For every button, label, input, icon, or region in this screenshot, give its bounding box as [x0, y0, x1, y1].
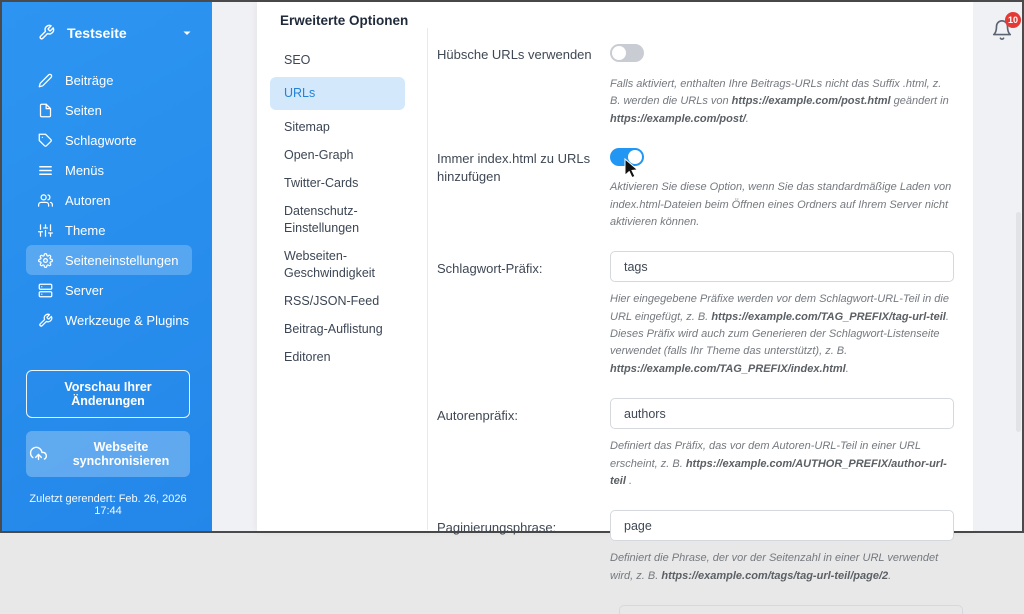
subnav-item-sitemap[interactable]: Sitemap: [284, 120, 330, 134]
sidebar-item-server[interactable]: Server: [26, 275, 192, 305]
sidebar-item-seiteneinstellungen[interactable]: Seiteneinstellungen: [26, 245, 192, 275]
setting-description: Definiert die Phrase, der vor der Seitenzahl in einer URL verwendet wird, z. B. https://example.com/tags/tag-url-teil/page/2.: [610, 552, 939, 582]
setting-label: Hübsche URLs verwenden: [437, 47, 592, 62]
subnav-item-rss-json-feed[interactable]: RSS/JSON-Feed: [284, 294, 380, 308]
preview-changes-button[interactable]: Vorschau Ihrer Änderungen: [26, 370, 190, 418]
sidebar: [2, 2, 212, 531]
pencil-icon: [38, 73, 53, 88]
next-input-partial[interactable]: [619, 605, 963, 614]
setting-label: Immer index.html zu URLs hinzufügen: [437, 151, 591, 185]
chevron-down-icon[interactable]: [180, 26, 194, 40]
sidebar-item-schlagworte[interactable]: Schlagworte: [26, 125, 192, 155]
page-title: Erweiterte Optionen: [280, 13, 409, 28]
setting-description: Definiert das Präfix, das vor dem Autoren-URL-Teil in einer URL erscheint, z. B. https://example.com/AUTHOR_PREFIX/author-url-teil .: [610, 440, 947, 487]
pagination-phrase-input[interactable]: [610, 510, 954, 541]
setting-description: Hier eingegebene Präfixe werden vor dem Schlagwort-URL-Teil in die URL eingefügt, z. B. https://example.com/TAG_PREFIX/tag-url-teil. Dieses Präfix wird auch zum Generieren der Schlagwort-Listenseite verwendet (falls Ihr Theme das unterstützt), z. B. https://example.com/TAG_PREFIX/index.html.: [610, 293, 949, 375]
setting-row-tag-prefix: [437, 251, 973, 378]
subnav-item-datenschutz[interactable]: Datenschutz-Einstellungen: [284, 204, 360, 235]
server-icon: [38, 283, 53, 298]
author-prefix-input[interactable]: [610, 398, 954, 429]
sidebar-item-autoren[interactable]: Autoren: [26, 185, 192, 215]
sliders-icon: [38, 223, 53, 238]
subnav-item-twitter-cards[interactable]: Twitter-Cards: [284, 176, 359, 190]
file-icon: [38, 103, 53, 118]
setting-label: Autorenpräfix:: [437, 408, 518, 424]
tag-prefix-input[interactable]: [610, 251, 954, 282]
sidebar-item-theme[interactable]: Theme: [26, 215, 192, 245]
setting-label: Schlagwort-Präfix:: [437, 261, 543, 277]
wrench-icon: [38, 24, 55, 41]
site-switcher[interactable]: [2, 2, 212, 51]
notification-count-badge: 10: [1005, 12, 1021, 28]
subnav-item-editoren[interactable]: Editoren: [284, 350, 331, 364]
sidebar-item-menues[interactable]: Menüs: [26, 155, 192, 185]
scrollbar-thumb[interactable]: [1016, 212, 1021, 432]
setting-description: Falls aktiviert, enthalten Ihre Beitrags-URLs nicht das Suffix .html, z. B. werden die URLs von https://example.com/post.html geändert in https://example.com/post/.: [610, 78, 949, 125]
sync-website-button[interactable]: Webseite synchronisieren: [26, 431, 190, 477]
sidebar-item-seiten[interactable]: Seiten: [26, 95, 192, 125]
menu-icon: [38, 163, 53, 178]
users-icon: [38, 193, 53, 208]
setting-label: Paginierungsphrase:: [437, 520, 557, 536]
cloud-sync-icon: [30, 446, 47, 463]
right-gutter: [973, 2, 1022, 531]
setting-row-author-prefix: [437, 398, 973, 490]
site-title: Testseite: [67, 24, 127, 41]
settings-panel: [257, 2, 973, 582]
left-gutter: [212, 2, 257, 531]
notifications-button[interactable]: [991, 15, 1018, 46]
settings-form: [428, 28, 973, 582]
tag-icon: [38, 133, 53, 148]
subnav-item-seo[interactable]: SEO: [284, 53, 311, 67]
wrench-icon: [38, 313, 53, 328]
pretty-urls-toggle[interactable]: [610, 44, 644, 62]
sidebar-footer: [2, 370, 212, 531]
settings-subnav: [257, 28, 428, 530]
setting-row-pretty-urls: [437, 44, 973, 128]
subnav-item-urls[interactable]: URLs: [270, 77, 405, 110]
setting-row-pagination-phrase: [437, 510, 973, 585]
index-html-toggle[interactable]: [610, 148, 644, 166]
sidebar-item-beitraege[interactable]: Beiträge: [26, 65, 192, 95]
subnav-item-beitrag-auflistung[interactable]: Beitrag-Auflistung: [284, 322, 383, 336]
sidebar-item-werkzeuge-plugins[interactable]: Werkzeuge & Plugins: [26, 305, 192, 335]
last-rendered-status: Zuletzt gerendert: Feb. 26, 2026 17:44: [29, 493, 187, 517]
subnav-item-open-graph[interactable]: Open-Graph: [284, 148, 354, 162]
gear-icon: [38, 253, 53, 268]
setting-row-index-html: [437, 148, 973, 231]
subnav-item-geschwindigkeit[interactable]: Webseiten-Geschwindigkeit: [284, 249, 376, 280]
setting-description: Aktivieren Sie diese Option, wenn Sie das standardmäßige Laden von index.html-Dateien beim Öffnen eines Ordners auf Ihrem Server nicht aktivieren können.: [610, 181, 952, 228]
sidebar-nav: [2, 65, 212, 335]
